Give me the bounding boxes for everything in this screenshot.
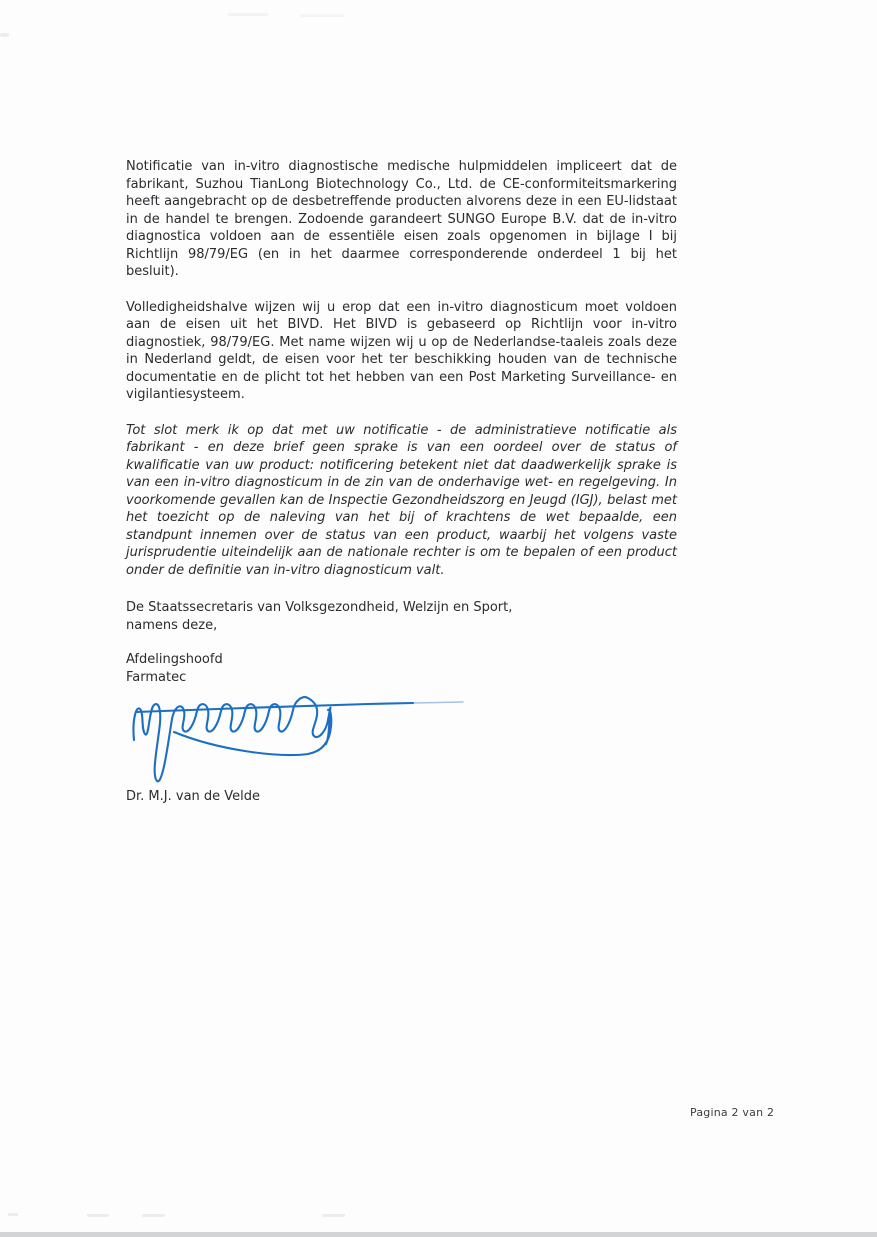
paragraph-volledigheidshalve: Volledigheidshalve wijzen wij u erop dat een in-vitro diagnosticum moet voldoen aan de eisen uit het BIVD. Het BIVD is gebaseerd op Richtlijn voor in-vitro diagnostiek, 98/79/EG. Met name wijzen wij u op de Nederlandse-taaleis zoals deze in Nederland geldt, de eisen voor het ter beschikking houden van de technische documentatie en de plicht tot het hebben van een Post Marketing Surveillance- en vigilantiesysteem. bbox=[126, 299, 677, 402]
scan-edge-strip bbox=[0, 1232, 877, 1237]
scan-artifact bbox=[0, 33, 9, 37]
scan-artifact bbox=[300, 14, 344, 17]
scan-artifact bbox=[228, 13, 268, 16]
closing-namens-deze: namens deze, bbox=[126, 617, 218, 633]
closing-signer-title: De Staatssecretaris van Volksgezondheid, Welzijn en Sport, bbox=[126, 600, 513, 615]
closing-role-farmatec: Farmatec bbox=[126, 669, 187, 685]
paragraph-notificatie: Notificatie van in-vitro diagnostische medische hulpmiddelen impliceert dat de fabrikant, Suzhou TianLong Biotechnology Co., Ltd. de CE-conformiteitsmarkering heeft aangebracht op de desbetreffende producten alvorens deze in een EU-lidstaat in de handel te brengen. Zodoende garandeert SUNGO Europe B.V. dat de in-vitro diagnostica voldoen aan de essentiële eisen zoals opgenomen in bijlage I bij Richtlijn 98/79/EG (en in het daarmee corresponderende onderdeel 1 bij het besluit). bbox=[126, 159, 677, 279]
scan-artifact bbox=[87, 1214, 109, 1217]
signature-icon bbox=[128, 690, 468, 786]
closing-block bbox=[126, 599, 677, 806]
letter-body bbox=[126, 158, 677, 806]
scan-artifact bbox=[142, 1214, 165, 1217]
closing-roles bbox=[126, 651, 677, 686]
signatory-name: Dr. M.J. van de Velde bbox=[126, 789, 261, 804]
scan-artifact bbox=[322, 1214, 345, 1217]
closing-role-afdelingshoofd: Afdelingshoofd bbox=[126, 652, 223, 667]
scan-artifact bbox=[8, 1213, 18, 1216]
handwritten-signature bbox=[128, 690, 677, 786]
page-number: Pagina 2 van 2 bbox=[690, 1106, 775, 1119]
paragraph-tot-slot: Tot slot merk ik op dat met uw notificatie - de administratieve notificatie als fabrikant - en deze brief geen sprake is van een oordeel over de status of kwalificatie van uw product: notificering betekent niet dat daadwerkelijk sprake is van een in-vitro diagnosticum in de zin van de onderhavige wet- en regelgeving. In voorkomende gevallen kan de Inspectie Gezondheidszorg en Jeugd (IGJ), belast met het toezicht op de naleving van het bij of krachtens de wet bepaalde, een standpunt innemen over de status van een product, waarbij het volgens vaste jurisprudentie uiteindelijk aan de nationale rechter is om te bepalen of een product onder de definitie van in-vitro diagnosticum valt. bbox=[126, 422, 677, 578]
